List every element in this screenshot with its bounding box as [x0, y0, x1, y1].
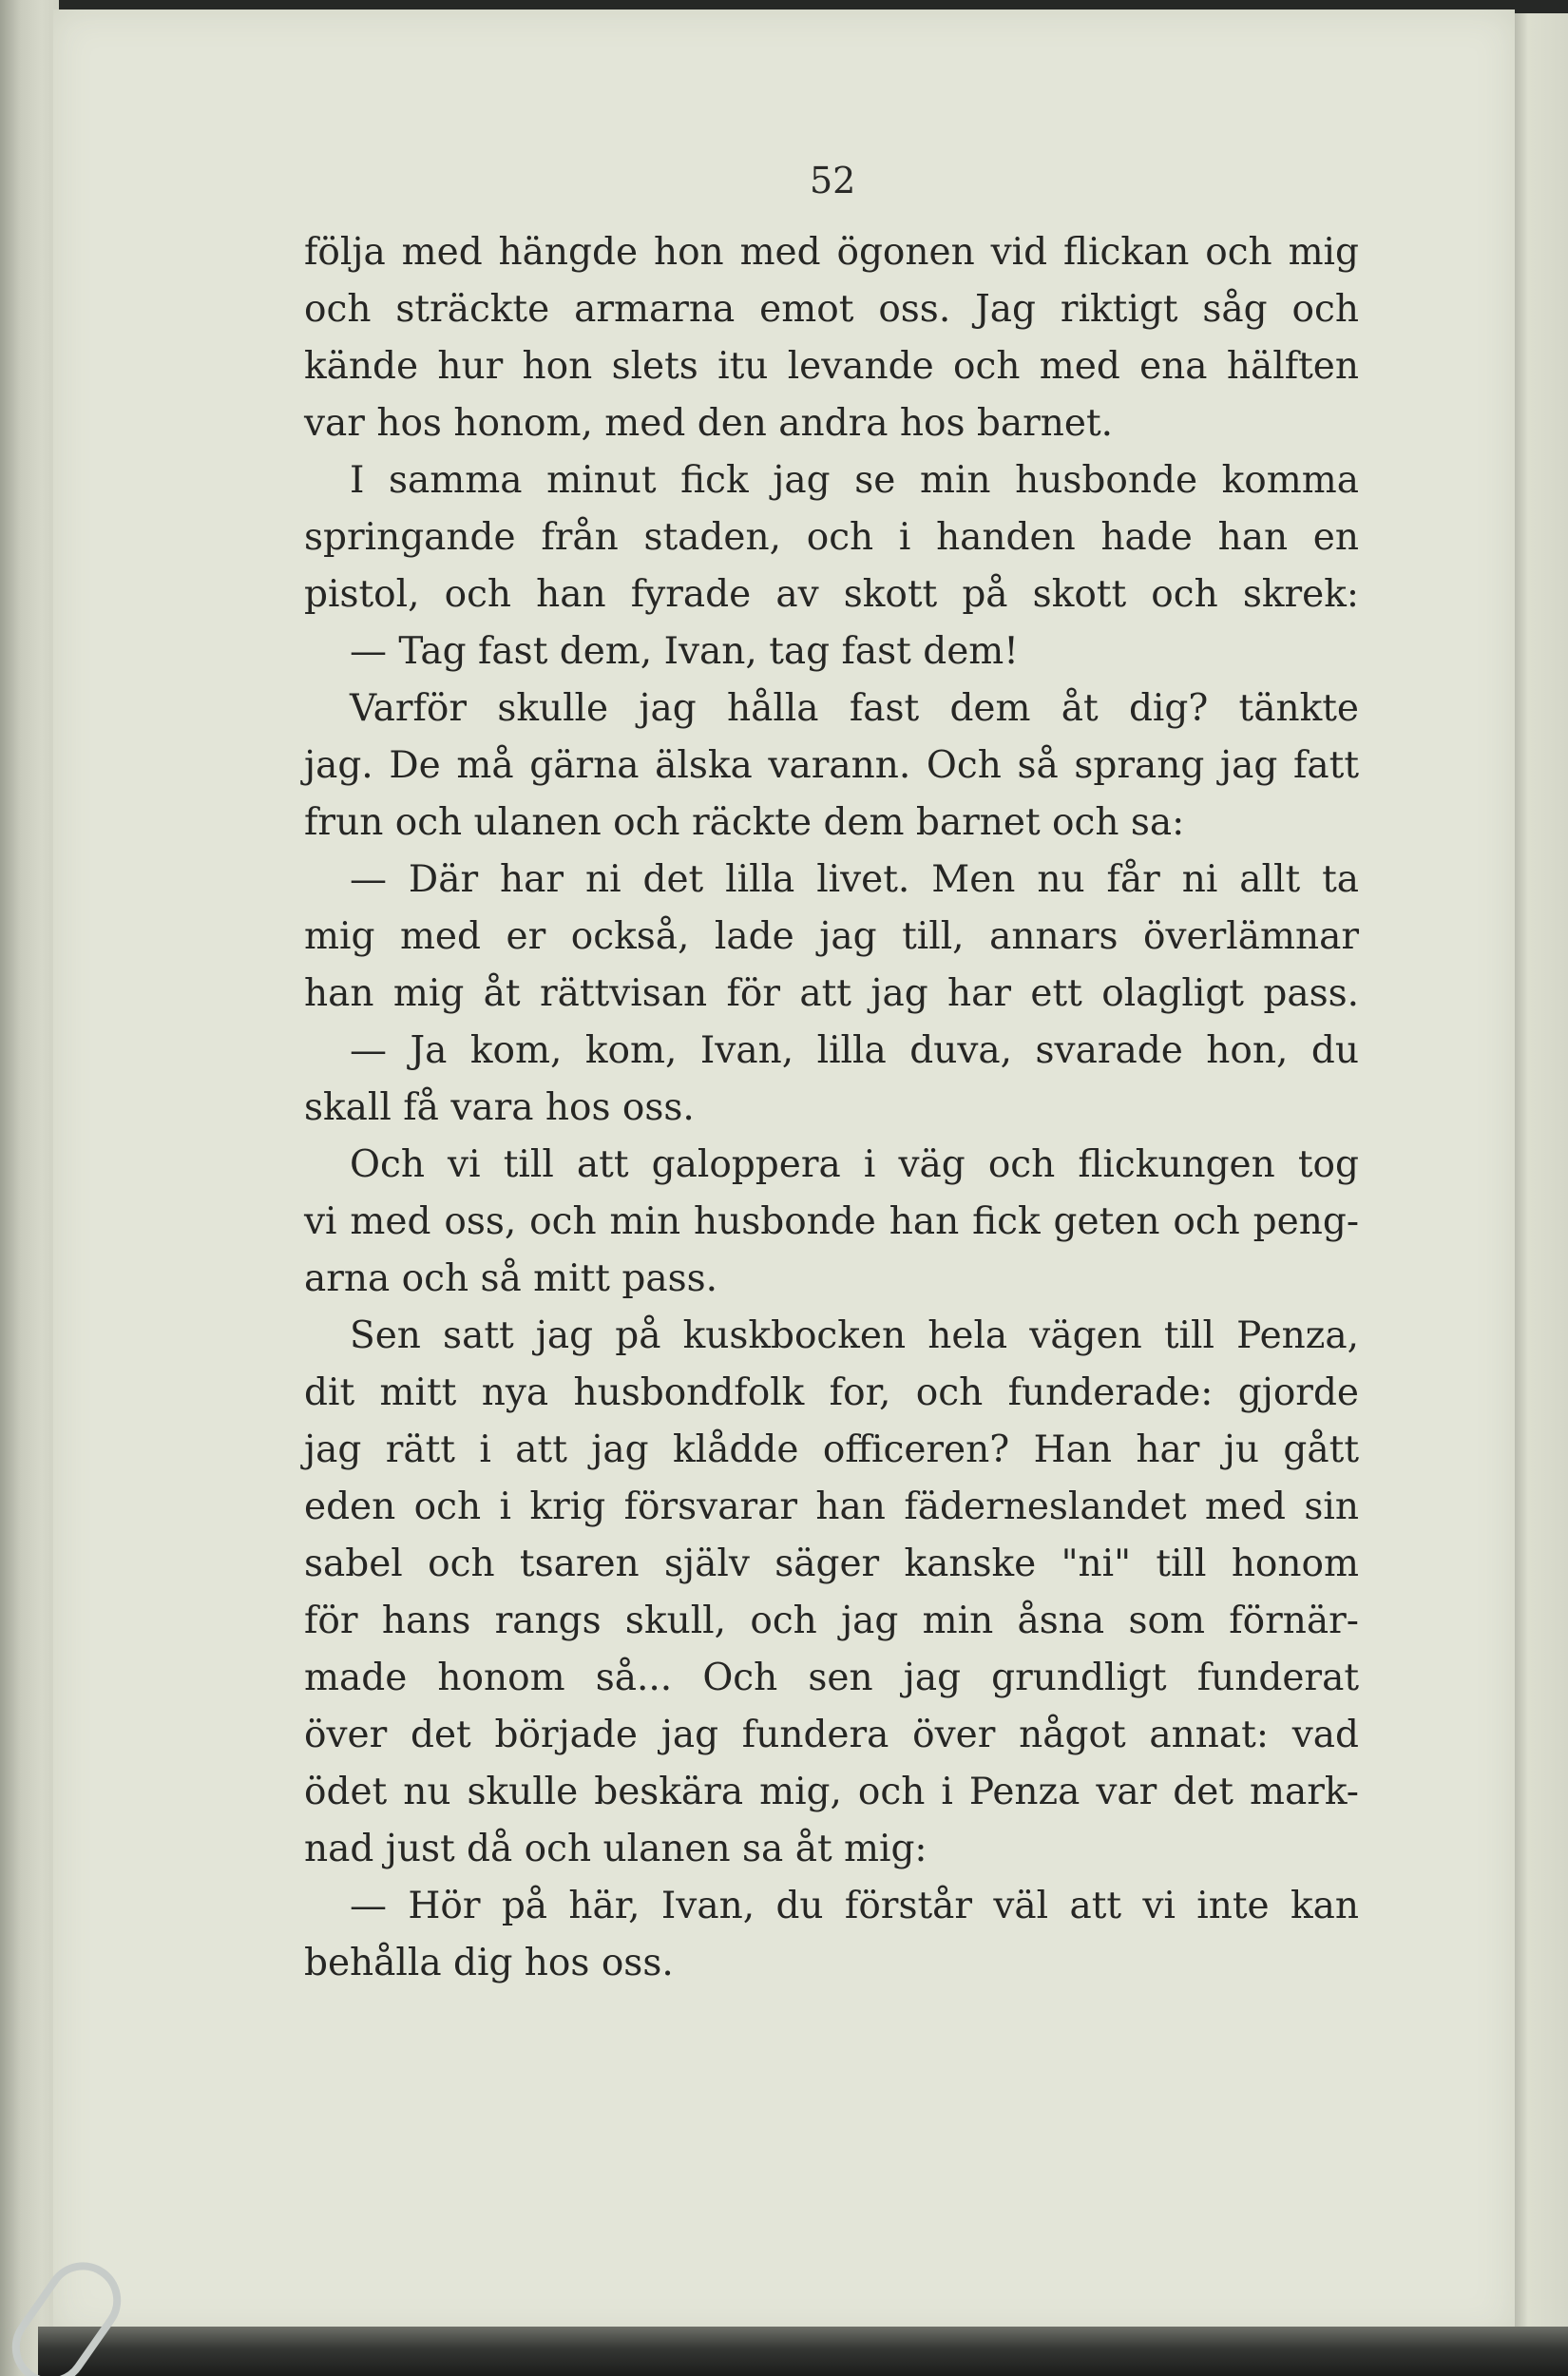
text-line: made honom så... Och sen jag grundligt funderat	[304, 1657, 1359, 1699]
text-line: jag rätt i att jag klådde officeren? Han har ju gått	[304, 1428, 1359, 1471]
text-line: eden och i krig försvarar han fäderneslandet med sin	[304, 1485, 1359, 1528]
text-line: dit mitt nya husbondfolk for, och funderade: gjorde	[304, 1371, 1359, 1414]
text-line: pistol, och han fyrade av skott på skott och skrek:	[304, 573, 1359, 616]
page-number: 52	[810, 160, 856, 201]
text-line: behålla dig hos oss.	[304, 1942, 674, 1984]
text-line: jag. De må gärna älska varann. Och så sprang jag fatt	[304, 744, 1359, 787]
text-line: över det började jag fundera över något annat: vad	[304, 1714, 1359, 1756]
text-line: arna och så mitt pass.	[304, 1257, 717, 1300]
text-line: frun och ulanen och räckte dem barnet och sa:	[304, 801, 1185, 844]
text-line: Varför skulle jag hålla fast dem åt dig? tänkte	[350, 687, 1359, 730]
text-line: var hos honom, med den andra hos barnet.	[304, 402, 1114, 445]
text-line: kände hur hon slets itu levande och med ena hälften	[304, 345, 1359, 388]
text-line: Sen satt jag på kuskbocken hela vägen till Penza,	[350, 1314, 1359, 1357]
text-line: följa med hängde hon med ögonen vid flickan och mig	[304, 231, 1359, 274]
text-line: han mig åt rättvisan för att jag har ett olagligt pass.	[304, 972, 1359, 1015]
text-line: — Hör på här, Ivan, du förstår väl att vi inte kan	[350, 1885, 1359, 1927]
text-line: och sträckte armarna emot oss. Jag riktigt såg och	[304, 288, 1359, 331]
body-text	[304, 224, 1359, 1992]
text-line: — Ja kom, kom, Ivan, lilla duva, svarade hon, du	[350, 1029, 1359, 1072]
text-line: för hans rangs skull, och jag min åsna som förnär-	[304, 1600, 1359, 1642]
text-line: nad just då och ulanen sa åt mig:	[304, 1828, 927, 1870]
text-line: mig med er också, lade jag till, annars överlämnar	[304, 915, 1359, 958]
text-line: — Där har ni det lilla livet. Men nu får ni allt ta	[350, 858, 1359, 901]
text-line: sabel och tsaren själv säger kanske "ni" till honom	[304, 1542, 1359, 1585]
text-line: Och vi till att galoppera i väg och flickungen tog	[350, 1143, 1359, 1186]
page-edge-left	[0, 0, 59, 2376]
text-line: skall få vara hos oss.	[304, 1086, 695, 1129]
text-line: — Tag fast dem, Ivan, tag fast dem!	[350, 630, 1019, 673]
text-line: vi med oss, och min husbonde han fick geten och peng-	[304, 1200, 1359, 1243]
text-line: ödet nu skulle beskära mig, och i Penza var det mark-	[304, 1771, 1359, 1813]
text-line: I samma minut fick jag se min husbonde komma	[350, 459, 1359, 502]
page-edge-bottom	[38, 2327, 1568, 2376]
text-line: springande från staden, och i handen hade han en	[304, 516, 1359, 559]
page-edge-right	[1515, 13, 1568, 2332]
